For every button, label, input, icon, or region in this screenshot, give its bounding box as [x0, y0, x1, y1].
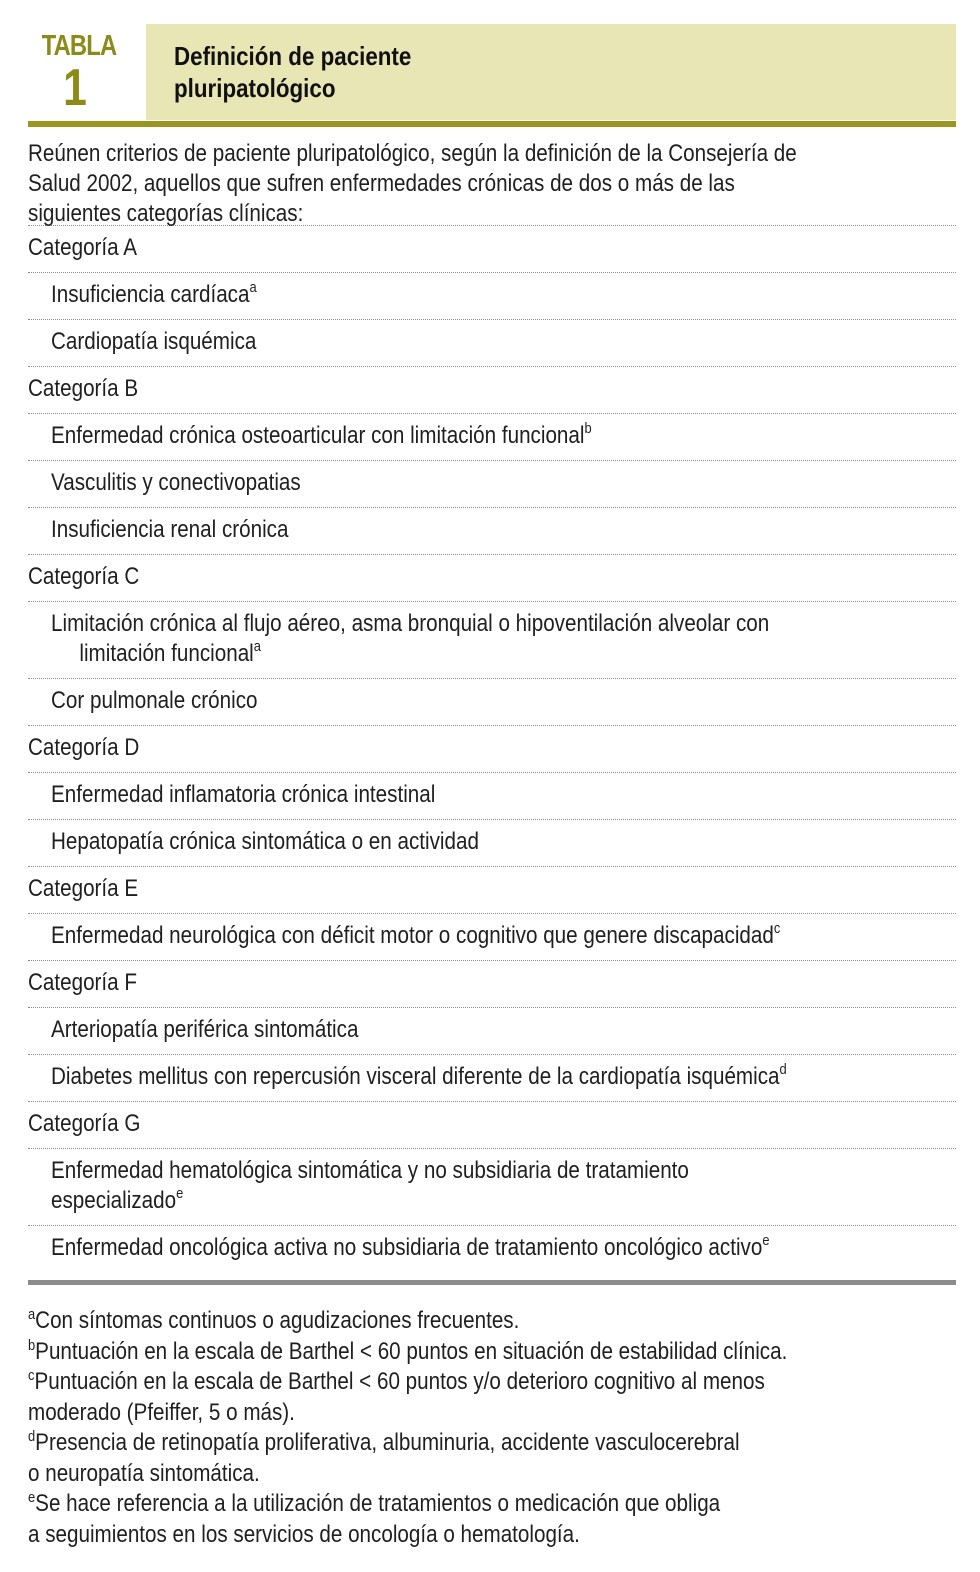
criterion-text: Cardiopatía isquémica — [51, 328, 257, 355]
criterion-label: especializado — [51, 1187, 177, 1214]
footnotes — [28, 1306, 956, 1550]
criterion-text: Insuficiencia renal crónica — [51, 516, 289, 543]
table-row — [28, 819, 956, 866]
footnote-b — [28, 1337, 826, 1368]
table-row — [28, 319, 956, 366]
table-row — [28, 1225, 956, 1272]
footnote-ref: a — [253, 638, 261, 655]
top-rule — [28, 121, 956, 127]
footnote-text: Puntuación en la escala de Barthel < 60 puntos y/o deterioro cognitivo al menos — [34, 1368, 765, 1395]
bottom-rule — [28, 1280, 956, 1285]
footnote-d — [28, 1428, 826, 1459]
criterion-text — [51, 421, 829, 451]
title-line-2: pluripatológico — [174, 73, 336, 103]
intro-line-3: siguientes categorías clínicas: — [28, 200, 304, 227]
footnote-mark: e — [28, 1489, 36, 1506]
footnote-text: Puntuación en la escala de Barthel < 60 puntos en situación de estabilidad clínica. — [35, 1337, 788, 1365]
table-header — [28, 24, 956, 120]
table-row — [28, 1007, 956, 1054]
footnote-e — [28, 1489, 826, 1520]
criterion-text: Arteriopatía periférica sintomática — [51, 1016, 359, 1043]
criterion-text — [51, 1156, 829, 1216]
category-label: Categoría D — [28, 734, 140, 761]
footnote-ref: d — [779, 1061, 787, 1078]
criterion-label: Enfermedad oncológica activa no subsidiaria de tratamiento oncológico activo — [51, 1234, 763, 1261]
criterion-text: Enfermedad inflamatoria crónica intestinal — [51, 781, 436, 808]
criterion-line-1: Limitación crónica al flujo aéreo, asma bronquial o hipoventilación alveolar con — [51, 610, 770, 637]
table-row — [28, 913, 956, 960]
criterion-text: Cor pulmonale crónico — [51, 687, 258, 714]
intro-line-1: Reúnen criterios de paciente pluripatológico, según la definición de la Consejería de — [28, 140, 797, 167]
criterion-label: Enfermedad crónica osteoarticular con limitación funcional — [51, 422, 585, 449]
table-row — [28, 601, 956, 678]
footnote-ref: a — [249, 279, 257, 296]
footnote-mark: c — [28, 1367, 35, 1384]
criterion-label: Insuficiencia cardíaca — [51, 281, 250, 308]
footnote-text: Con síntomas continuos o agudizaciones frecuentes. — [35, 1307, 520, 1334]
category-label: Categoría G — [28, 1110, 141, 1137]
criterion-label: Enfermedad neurológica con déficit motor o cognitivo que genere discapacidad — [51, 922, 774, 949]
title-band — [146, 24, 956, 120]
category-label: Categoría A — [28, 234, 138, 261]
category-row-b — [28, 366, 956, 413]
footnote-text: Se hace referencia a la utilización de tratamientos o medicación que obliga — [35, 1490, 721, 1517]
footnote-ref: e — [762, 1232, 770, 1249]
title-line-1: Definición de paciente — [174, 41, 412, 71]
footnote-ref: c — [773, 920, 781, 937]
criteria-table — [28, 137, 956, 1272]
criterion-text — [51, 1233, 829, 1263]
category-label: Categoría F — [28, 969, 137, 996]
criterion-label: Diabetes mellitus con repercusión visceral diferente de la cardiopatía isquémica — [51, 1063, 780, 1090]
table-number: 1 — [63, 59, 87, 117]
footnote-c-cont: moderado (Pfeiffer, 5 o más). — [28, 1398, 295, 1426]
table-row — [28, 460, 956, 507]
criterion-line-2 — [51, 639, 829, 669]
intro-paragraph — [28, 137, 956, 225]
table-row — [28, 1054, 956, 1101]
table-label: TABLA — [41, 30, 117, 62]
category-label: Categoría C — [28, 563, 140, 590]
footnote-text: Presencia de retinopatía proliferativa, albuminuria, accidente vasculocerebral — [35, 1429, 740, 1456]
footnote-ref: e — [176, 1185, 184, 1202]
category-label: Categoría E — [28, 875, 139, 902]
category-row-c — [28, 554, 956, 601]
table-title — [174, 40, 411, 104]
footnote-mark: a — [28, 1306, 36, 1323]
criterion-label: limitación funcional — [79, 640, 254, 667]
footnote-d-cont: o neuropatía sintomática. — [28, 1459, 260, 1487]
table-label-box — [28, 24, 146, 120]
criterion-text — [51, 1062, 829, 1092]
footnote-c — [28, 1367, 826, 1398]
category-row-a — [28, 225, 956, 272]
footnote-ref: b — [584, 420, 592, 437]
table-row — [28, 413, 956, 460]
table-row — [28, 772, 956, 819]
category-label: Categoría B — [28, 375, 139, 402]
category-row-g — [28, 1101, 956, 1148]
category-row-d — [28, 725, 956, 772]
category-row-f — [28, 960, 956, 1007]
footnote-mark: d — [28, 1428, 36, 1445]
criterion-line-1: Enfermedad hematológica sintomática y no subsidiaria de tratamiento — [51, 1157, 689, 1184]
footnote-mark: b — [28, 1336, 36, 1354]
footnote-e-cont: a seguimientos en los servicios de oncología o hematología. — [28, 1520, 580, 1548]
criterion-text — [51, 280, 829, 310]
table-row — [28, 678, 956, 725]
criterion-text: Hepatopatía crónica sintomática o en actividad — [51, 828, 479, 855]
criterion-text — [51, 609, 829, 669]
table-row — [28, 1148, 956, 1225]
table-row — [28, 507, 956, 554]
criterion-text — [51, 921, 829, 951]
footnote-a — [28, 1306, 826, 1337]
category-row-e — [28, 866, 956, 913]
intro-line-2: Salud 2002, aquellos que sufren enfermedades crónicas de dos o más de las — [28, 170, 735, 197]
table-row — [28, 272, 956, 319]
criterion-line-2 — [51, 1186, 829, 1216]
criterion-text: Vasculitis y conectivopatias — [51, 469, 301, 496]
